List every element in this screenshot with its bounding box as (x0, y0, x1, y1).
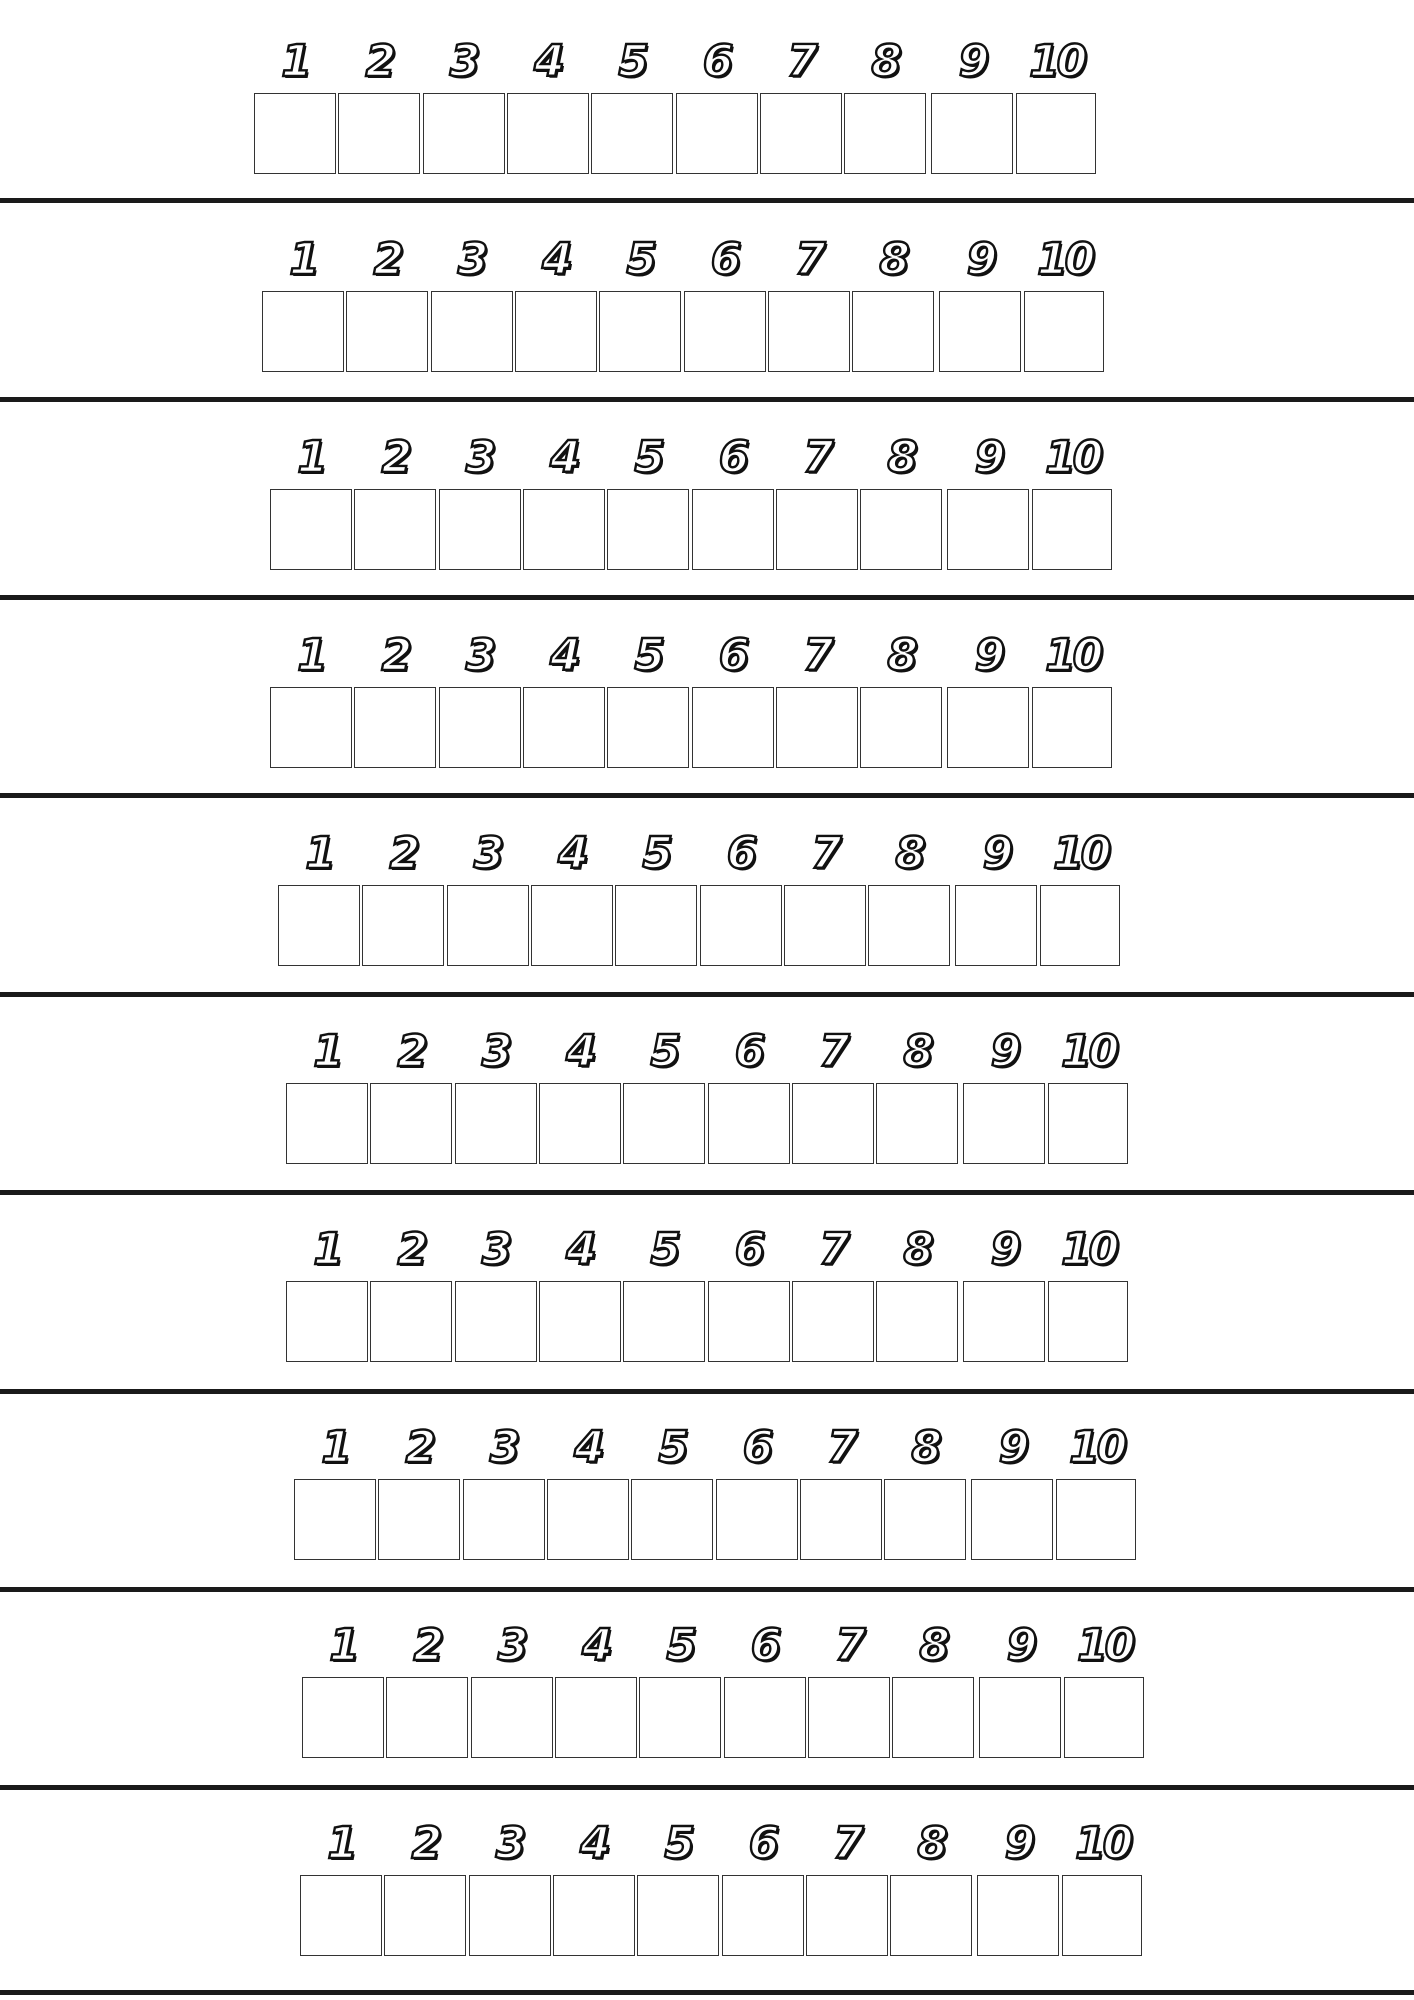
number-label: 5 (618, 36, 646, 87)
number-label: 6 (742, 1422, 771, 1473)
cut-line (0, 397, 1414, 402)
write-in-box[interactable] (623, 1083, 705, 1164)
number-label: 7 (802, 432, 831, 483)
number-label: 8 (887, 630, 915, 681)
number-label: 9 (990, 1224, 1019, 1275)
write-in-box[interactable] (776, 489, 858, 570)
write-in-box[interactable] (431, 291, 513, 372)
number-label: 1 (281, 36, 309, 87)
number-label: 9 (974, 630, 1003, 681)
number-label: 3 (465, 630, 494, 681)
number-label: 10 (1075, 1818, 1131, 1869)
number-label: 10 (1061, 1026, 1117, 1077)
write-in-box[interactable] (270, 687, 352, 768)
write-in-box[interactable] (1062, 1875, 1142, 1956)
number-label: 2 (365, 36, 394, 87)
write-in-box[interactable] (892, 1677, 974, 1758)
write-in-box[interactable] (591, 93, 673, 174)
number-label: 5 (642, 828, 670, 879)
write-in-box[interactable] (716, 1479, 798, 1560)
write-in-box[interactable] (890, 1875, 972, 1956)
number-label: 2 (381, 630, 410, 681)
write-in-box[interactable] (722, 1875, 804, 1956)
write-in-box[interactable] (278, 885, 360, 966)
cut-line (0, 1389, 1414, 1394)
number-label: 1 (297, 432, 325, 483)
write-in-box[interactable] (302, 1677, 384, 1758)
number-label: 2 (411, 1818, 440, 1869)
write-in-box[interactable] (844, 93, 926, 174)
write-in-box[interactable] (676, 93, 758, 174)
number-label: 1 (313, 1026, 341, 1077)
number-strip (0, 1188, 1414, 1386)
number-label: 6 (718, 432, 747, 483)
write-in-box[interactable] (884, 1479, 966, 1560)
write-in-box[interactable] (639, 1677, 721, 1758)
number-label: 10 (1037, 234, 1093, 285)
write-in-box[interactable] (471, 1677, 553, 1758)
write-in-box[interactable] (868, 885, 950, 966)
write-in-box[interactable] (947, 489, 1029, 570)
number-label: 10 (1077, 1620, 1133, 1671)
write-in-box[interactable] (876, 1083, 958, 1164)
number-label: 3 (465, 432, 494, 483)
write-in-box[interactable] (708, 1083, 790, 1164)
write-in-box[interactable] (615, 885, 697, 966)
cut-line (0, 1990, 1414, 1995)
write-in-box[interactable] (507, 93, 589, 174)
number-label: 7 (786, 36, 815, 87)
write-in-box[interactable] (931, 93, 1013, 174)
cut-line (0, 793, 1414, 798)
write-in-box[interactable] (539, 1083, 621, 1164)
number-label: 10 (1045, 432, 1101, 483)
cut-line (0, 198, 1414, 203)
number-strip (0, 1782, 1414, 1980)
write-in-box[interactable] (784, 885, 866, 966)
number-label: 1 (321, 1422, 349, 1473)
write-in-box[interactable] (939, 291, 1021, 372)
number-label: 2 (413, 1620, 442, 1671)
number-label: 9 (1004, 1818, 1033, 1869)
number-strip (0, 1386, 1414, 1584)
write-in-box[interactable] (860, 687, 942, 768)
number-label: 6 (702, 36, 731, 87)
write-in-box[interactable] (776, 687, 858, 768)
write-in-box[interactable] (792, 1281, 874, 1362)
cut-line (0, 992, 1414, 997)
number-label: 9 (1006, 1620, 1035, 1671)
write-in-box[interactable] (370, 1083, 452, 1164)
write-in-box[interactable] (262, 291, 344, 372)
number-label: 4 (550, 630, 578, 681)
cut-line (0, 1190, 1414, 1195)
write-in-box[interactable] (631, 1479, 713, 1560)
write-in-box[interactable] (439, 489, 521, 570)
write-in-box[interactable] (370, 1281, 452, 1362)
write-in-box[interactable] (515, 291, 597, 372)
write-in-box[interactable] (724, 1677, 806, 1758)
write-in-box[interactable] (338, 93, 420, 174)
number-strip (0, 396, 1414, 594)
write-in-box[interactable] (760, 93, 842, 174)
number-label: 2 (405, 1422, 434, 1473)
number-label: 4 (582, 1620, 610, 1671)
write-in-box[interactable] (599, 291, 681, 372)
number-label: 3 (497, 1620, 526, 1671)
number-label: 8 (917, 1818, 945, 1869)
number-label: 9 (990, 1026, 1019, 1077)
write-in-box[interactable] (1032, 489, 1112, 570)
number-label: 5 (634, 630, 662, 681)
write-in-box[interactable] (768, 291, 850, 372)
number-label: 4 (566, 1026, 594, 1077)
write-in-box[interactable] (423, 93, 505, 174)
number-label: 7 (810, 828, 839, 879)
number-label: 5 (650, 1224, 678, 1275)
number-label: 4 (550, 432, 578, 483)
number-label: 10 (1053, 828, 1109, 879)
write-in-box[interactable] (623, 1281, 705, 1362)
write-in-box[interactable] (447, 885, 529, 966)
number-label: 4 (534, 36, 562, 87)
number-label: 3 (449, 36, 478, 87)
number-label: 7 (826, 1422, 855, 1473)
write-in-box[interactable] (692, 687, 774, 768)
number-label: 7 (802, 630, 831, 681)
write-in-box[interactable] (455, 1281, 537, 1362)
number-label: 1 (327, 1818, 355, 1869)
write-in-box[interactable] (860, 489, 942, 570)
number-label: 3 (473, 828, 502, 879)
write-in-box[interactable] (692, 489, 774, 570)
write-in-box[interactable] (294, 1479, 376, 1560)
number-label: 6 (718, 630, 747, 681)
number-label: 9 (974, 432, 1003, 483)
number-label: 10 (1069, 1422, 1125, 1473)
number-label: 3 (495, 1818, 524, 1869)
write-in-box[interactable] (963, 1281, 1045, 1362)
write-in-box[interactable] (439, 687, 521, 768)
number-label: 7 (832, 1818, 861, 1869)
write-in-box[interactable] (553, 1875, 635, 1956)
write-in-box[interactable] (637, 1875, 719, 1956)
write-in-box[interactable] (1024, 291, 1104, 372)
number-label: 7 (834, 1620, 863, 1671)
number-label: 1 (305, 828, 333, 879)
write-in-box[interactable] (270, 489, 352, 570)
write-in-box[interactable] (346, 291, 428, 372)
write-in-box[interactable] (378, 1479, 460, 1560)
number-label: 5 (634, 432, 662, 483)
number-strip (0, 0, 1414, 198)
write-in-box[interactable] (455, 1083, 537, 1164)
write-in-box[interactable] (977, 1875, 1059, 1956)
write-in-box[interactable] (384, 1875, 466, 1956)
write-in-box[interactable] (469, 1875, 551, 1956)
write-in-box[interactable] (523, 687, 605, 768)
number-label: 10 (1029, 36, 1085, 87)
number-label: 8 (911, 1422, 939, 1473)
number-label: 4 (566, 1224, 594, 1275)
number-label: 7 (794, 234, 823, 285)
write-in-box[interactable] (1048, 1083, 1128, 1164)
write-in-box[interactable] (286, 1281, 368, 1362)
number-label: 1 (313, 1224, 341, 1275)
write-in-box[interactable] (800, 1479, 882, 1560)
write-in-box[interactable] (555, 1677, 637, 1758)
number-label: 8 (903, 1026, 931, 1077)
write-in-box[interactable] (963, 1083, 1045, 1164)
number-label: 8 (903, 1224, 931, 1275)
write-in-box[interactable] (1056, 1479, 1136, 1560)
number-label: 1 (289, 234, 317, 285)
number-strip (0, 1584, 1414, 1782)
number-strip (0, 792, 1414, 990)
write-in-box[interactable] (1040, 885, 1120, 966)
number-label: 5 (626, 234, 654, 285)
number-label: 3 (481, 1026, 510, 1077)
write-in-box[interactable] (354, 489, 436, 570)
write-in-box[interactable] (700, 885, 782, 966)
number-label: 1 (329, 1620, 357, 1671)
number-label: 3 (481, 1224, 510, 1275)
number-label: 2 (381, 432, 410, 483)
number-label: 4 (558, 828, 586, 879)
number-strip (0, 594, 1414, 792)
write-in-box[interactable] (971, 1479, 1053, 1560)
write-in-box[interactable] (1016, 93, 1096, 174)
number-label: 8 (919, 1620, 947, 1671)
number-label: 8 (871, 36, 899, 87)
number-label: 9 (958, 36, 987, 87)
number-label: 5 (658, 1422, 686, 1473)
write-in-box[interactable] (1048, 1281, 1128, 1362)
number-label: 10 (1061, 1224, 1117, 1275)
number-label: 2 (389, 828, 418, 879)
write-in-box[interactable] (607, 489, 689, 570)
number-label: 8 (879, 234, 907, 285)
number-label: 10 (1045, 630, 1101, 681)
write-in-box[interactable] (531, 885, 613, 966)
write-in-box[interactable] (386, 1677, 468, 1758)
number-label: 4 (580, 1818, 608, 1869)
write-in-box[interactable] (300, 1875, 382, 1956)
number-label: 8 (895, 828, 923, 879)
write-in-box[interactable] (286, 1083, 368, 1164)
write-in-box[interactable] (808, 1677, 890, 1758)
number-label: 3 (489, 1422, 518, 1473)
number-label: 6 (734, 1026, 763, 1077)
write-in-box[interactable] (955, 885, 1037, 966)
number-label: 9 (998, 1422, 1027, 1473)
number-label: 7 (818, 1026, 847, 1077)
number-label: 9 (982, 828, 1011, 879)
write-in-box[interactable] (684, 291, 766, 372)
write-in-box[interactable] (792, 1083, 874, 1164)
cut-line (0, 595, 1414, 600)
number-label: 4 (542, 234, 570, 285)
number-label: 4 (574, 1422, 602, 1473)
number-label: 6 (726, 828, 755, 879)
write-in-box[interactable] (547, 1479, 629, 1560)
write-in-box[interactable] (254, 93, 336, 174)
number-strip (0, 198, 1414, 396)
number-label: 2 (373, 234, 402, 285)
number-label: 9 (966, 234, 995, 285)
number-label: 6 (710, 234, 739, 285)
write-in-box[interactable] (979, 1677, 1061, 1758)
write-in-box[interactable] (607, 687, 689, 768)
write-in-box[interactable] (876, 1281, 958, 1362)
number-strip (0, 990, 1414, 1188)
write-in-box[interactable] (354, 687, 436, 768)
number-label: 7 (818, 1224, 847, 1275)
number-label: 2 (397, 1026, 426, 1077)
write-in-box[interactable] (708, 1281, 790, 1362)
number-label: 1 (297, 630, 325, 681)
write-in-box[interactable] (539, 1281, 621, 1362)
write-in-box[interactable] (523, 489, 605, 570)
number-label: 6 (750, 1620, 779, 1671)
number-label: 3 (457, 234, 486, 285)
number-label: 6 (748, 1818, 777, 1869)
cut-line (0, 1785, 1414, 1790)
number-label: 5 (664, 1818, 692, 1869)
number-label: 5 (666, 1620, 694, 1671)
number-label: 8 (887, 432, 915, 483)
number-label: 5 (650, 1026, 678, 1077)
write-in-box[interactable] (852, 291, 934, 372)
write-in-box[interactable] (806, 1875, 888, 1956)
write-in-box[interactable] (1064, 1677, 1144, 1758)
number-label: 2 (397, 1224, 426, 1275)
cut-line (0, 1587, 1414, 1592)
number-label: 6 (734, 1224, 763, 1275)
write-in-box[interactable] (463, 1479, 545, 1560)
write-in-box[interactable] (947, 687, 1029, 768)
write-in-box[interactable] (362, 885, 444, 966)
write-in-box[interactable] (1032, 687, 1112, 768)
